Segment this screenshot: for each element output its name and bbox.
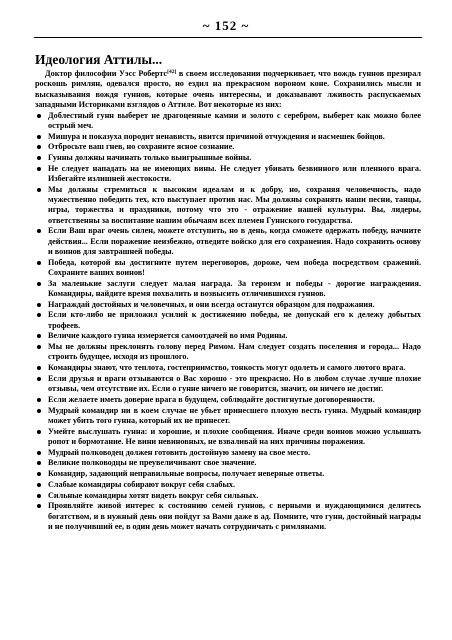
saying-item bbox=[35, 111, 421, 132]
saying-text: Слабые командиры собирают вокруг себя слабых. bbox=[48, 479, 236, 489]
saying-item bbox=[35, 374, 421, 395]
saying-item bbox=[35, 395, 421, 405]
saying-text: Командиры знают, что теплота, гостеприимство, тонкость могут одолеть и самого лютого врага. bbox=[48, 363, 406, 372]
saying-text: Награждай достойных и человечных, и они всегда останутся образцом для подражания. bbox=[48, 299, 375, 309]
saying-item bbox=[35, 363, 421, 373]
section-title: Идеология Аттилы... bbox=[35, 52, 163, 67]
bullet-dot-icon bbox=[37, 261, 41, 265]
saying-item bbox=[35, 258, 421, 279]
bullet-dot-icon bbox=[37, 483, 41, 487]
bullet-dot-icon bbox=[37, 282, 41, 286]
saying-text: Мы должны стремиться к высоким идеалам и к добру, но, сохраняя человечность, надо мужественно победить тех, кто выступает против нас. Мы должны сохранять наши песни, танцы, игры, торжества и праздники, потому что это - отражение нашей культуры. Вы, лидеры, ответственны за воспитание нашим обычаям всех племен Гуннского государства. bbox=[48, 184, 421, 225]
saying-item bbox=[35, 153, 421, 163]
saying-text: Если желаете иметь доверие врага в будущем, соблюдайте достигнутые договоренности. bbox=[48, 394, 375, 404]
saying-item bbox=[35, 310, 421, 331]
saying-text: Величие каждого гунна измеряется самоотдачей во имя Родины. bbox=[48, 331, 288, 341]
bullet-dot-icon bbox=[37, 461, 41, 465]
saying-text: Если друзья и враги отзываются о Вас хорошо - это прекрасно. Но в любом случае лучше плохие отзывы, чем отсутствие их. Если о гунне ничего не говорится, значит, он ничего не достиг. bbox=[48, 373, 421, 393]
intro-paragraph bbox=[35, 69, 421, 110]
bullet-dot-icon bbox=[37, 472, 41, 476]
saying-text: Доблестный гунн выберет не драгоценные камни и золото с серебром, выберет как можно более острый меч. bbox=[48, 110, 421, 130]
section-body bbox=[35, 69, 421, 533]
intro-text-end: в своем исследовании подчеркивает, что вождь гуннов презирал роскошь римлян, одевался просто, но ездил на прекрасном вороном коне. Сохранились мысли и высказывания вождя гуннов, которые очень интересны, и доказывают лживость распускаемых западными Историками взглядов о Аттиле. Вот некоторые из них: bbox=[35, 69, 421, 109]
saying-text: Умейте выслушать гунна: и хорошие, и плохие сообщения. Иначе среди воинов можно услышать ропот и бормотание. Не вини невиновных, не взваливай на них причины поражения. bbox=[48, 426, 421, 446]
saying-item bbox=[35, 279, 421, 300]
bullet-dot-icon bbox=[37, 451, 41, 455]
footnote-reference[interactable]: [42] bbox=[167, 69, 177, 75]
saying-item bbox=[35, 480, 421, 490]
saying-text: Отбросьте ваш гнев, но сохраните ясное сознание. bbox=[48, 142, 235, 152]
bullet-dot-icon bbox=[37, 494, 41, 498]
bullet-dot-icon bbox=[37, 334, 41, 338]
bullet-dot-icon bbox=[37, 135, 41, 139]
saying-item bbox=[35, 226, 421, 257]
bullet-dot-icon bbox=[37, 345, 41, 349]
saying-item bbox=[35, 300, 421, 310]
bullet-dot-icon bbox=[37, 145, 41, 149]
saying-text: Сильные командиры хотят видеть вокруг себя сильных. bbox=[48, 490, 259, 500]
saying-text: Не следует нападать на не имеющих вины. Не следует убивать безвинного или пленного врага. Избегайте излишней жестокости. bbox=[48, 163, 421, 183]
saying-item bbox=[35, 501, 421, 532]
header-rule bbox=[34, 37, 422, 38]
saying-item bbox=[35, 406, 421, 427]
saying-text: Если Ваш враг очень силен, можете отступить, но в день, когда сможете одержать победу, начните действия... Если поражение неизбежно, отведите войско для его сохранения. Надо сохранить основу и воинов для завтрашней победы. bbox=[48, 226, 421, 256]
saying-item bbox=[35, 142, 421, 152]
saying-text: Если кто-либо не приложил усилий к достижению победы, не допускай его к дележу добытых трофеев. bbox=[48, 310, 421, 330]
bullet-dot-icon bbox=[37, 366, 41, 370]
saying-text: Мудрый полководец должен готовить достойную замену на свое место. bbox=[48, 447, 311, 457]
saying-item bbox=[35, 491, 421, 501]
saying-text: Мы не должны преклонять голову перед Римом. Нам следует создать поселения и города... Надо строить будущее, исходя из прошлого. bbox=[48, 342, 421, 362]
saying-item bbox=[35, 342, 421, 363]
saying-text: За маленькие заслуги следует малая награда. За героизм и победы - дорогие награждения. Командиры, найдите время похвалить и возвысить отличившихся гуннов. bbox=[48, 278, 421, 298]
saying-item bbox=[35, 448, 421, 458]
bullet-dot-icon bbox=[37, 313, 41, 317]
bullet-dot-icon bbox=[37, 114, 41, 118]
saying-text: Великие полководцы не преувеличивают свое значение. bbox=[48, 458, 257, 468]
saying-text: Победа, которой вы достигните путем переговоров, дороже, чем победа посредством сражений. Сохраните ваших воинов! bbox=[48, 257, 421, 277]
saying-text: Командир, задающий неправильные вопросы, получает неверные ответы. bbox=[48, 469, 325, 478]
bullet-dot-icon bbox=[37, 409, 41, 413]
bullet-dot-icon bbox=[37, 167, 41, 171]
saying-item bbox=[35, 469, 421, 479]
saying-item bbox=[35, 132, 421, 142]
saying-item bbox=[35, 427, 421, 448]
bullet-dot-icon bbox=[37, 398, 41, 402]
bullet-dot-icon bbox=[37, 504, 41, 508]
bullet-dot-icon bbox=[37, 229, 41, 233]
saying-text: Мудрый командир ни в коем случае не убьет принесшего плохую весть гунна. Мудрый командир может убить того гунна, который их не принесет. bbox=[48, 405, 421, 425]
saying-text: Мишура и показуха породит ненависть, явится причиной отчуждения и насмешек бойцов. bbox=[48, 131, 385, 141]
saying-text: Проявляйте живой интерес к состоянию семей гуннов, с верными и нуждающимися делитесь богатством, и в нужный день они пойдут за Вами даже в ад. Помните, что гунн, достойный награды и не получивший ее, в один день может начать сотрудничать с римлянами. bbox=[48, 501, 421, 531]
saying-item bbox=[35, 185, 421, 226]
bullet-dot-icon bbox=[37, 156, 41, 160]
saying-item bbox=[35, 331, 421, 341]
intro-text-start: Доктор философии Уэсс Робертс bbox=[45, 69, 168, 78]
saying-item bbox=[35, 164, 421, 185]
saying-text: Гунны должны начинать только выигрышные войны. bbox=[48, 153, 252, 162]
bullet-dot-icon bbox=[37, 303, 41, 307]
bullet-dot-icon bbox=[37, 188, 41, 192]
sayings-list bbox=[35, 111, 421, 533]
bullet-dot-icon bbox=[37, 377, 41, 381]
page-number: ~ 152 ~ bbox=[202, 18, 250, 33]
bullet-dot-icon bbox=[37, 430, 41, 434]
saying-item bbox=[35, 458, 421, 468]
